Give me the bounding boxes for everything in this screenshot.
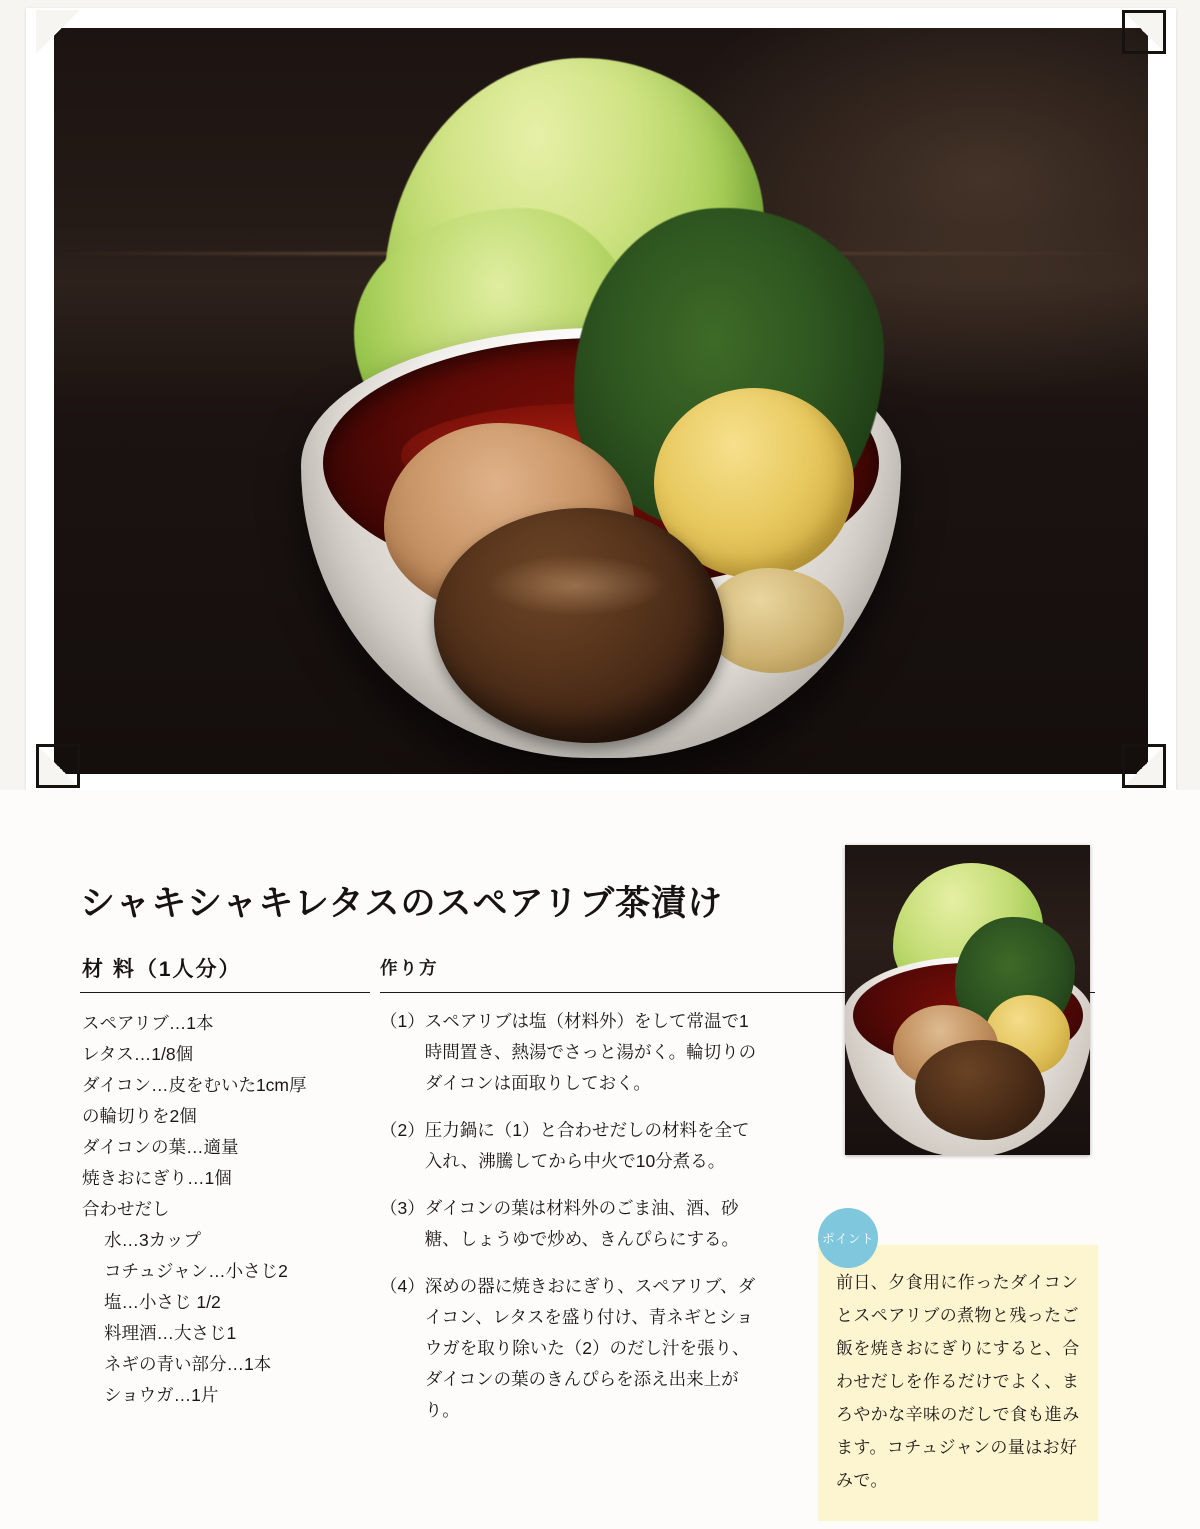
method-step <box>380 1115 760 1177</box>
photo-corner-top-right <box>1122 10 1166 54</box>
hero-photo-frame <box>26 8 1176 790</box>
hero-photo <box>54 28 1148 774</box>
point-badge: ポイント <box>818 1208 878 1268</box>
method-step-text: スペアリブは塩（材料外）をして常温で1時間置き、熱湯でさっと湯がく。輪切りのダイコンは面取りしておく。 <box>424 1011 757 1093</box>
method-step-number: （3） <box>380 1198 425 1218</box>
method-step-text: 深めの器に焼きおにぎり、スペアリブ、ダイコン、レタスを盛り付け、青ネギとショウガを取り除いた（2）のだし汁を張り、ダイコンの葉のきんぴらを添え出来上がり。 <box>424 1276 756 1420</box>
method-step-number: （1） <box>380 1011 425 1031</box>
method-steps-list <box>380 1006 760 1442</box>
ingredient-item: レタス…1/8個 <box>82 1044 194 1064</box>
method-step <box>380 1193 760 1255</box>
method-step-number: （2） <box>380 1120 425 1140</box>
ingredients-list <box>82 1008 382 1411</box>
ingredient-item: 水…3カップ <box>104 1230 202 1250</box>
ingredient-item: の輪切りを2個 <box>82 1106 197 1126</box>
divider-ingredients <box>80 992 370 993</box>
point-text: 前日、夕食用に作ったダイコンとスペアリブの煮物と残ったご飯を焼きおにぎりにすると、合わせだしを作るだけでよく、まろやかな辛味のだしで食も進みます。コチュジャンの量はお好みで。 <box>836 1273 1080 1490</box>
photo-corner-bottom-left <box>36 744 80 788</box>
method-step-number: （4） <box>380 1276 425 1296</box>
photo-corner-top-left <box>36 10 80 54</box>
ingredient-item: ダイコン…皮をむいた1cm厚 <box>82 1075 307 1095</box>
daikon-round-secondary <box>704 568 844 673</box>
ingredient-item: コチュジャン…小さじ2 <box>104 1261 288 1281</box>
ingredients-heading: 材 料（1人分） <box>82 958 242 981</box>
ingredient-item: ネギの青い部分…1本 <box>104 1354 272 1374</box>
recipe-section <box>0 790 1200 1529</box>
method-step-text: ダイコンの葉は材料外のごま油、酒、砂糖、しょうゆで炒め、きんぴらにする。 <box>424 1198 740 1249</box>
method-step-text: 圧力鍋に（1）と合わせだしの材料を全て入れ、沸騰してから中火で10分煮る。 <box>424 1120 750 1171</box>
page-title: シャキシャキレタスのスペアリブ茶漬け <box>80 884 724 923</box>
ingredient-item: 焼きおにぎり…1個 <box>82 1168 232 1188</box>
ingredient-item: 塩…小さじ 1/2 <box>104 1292 221 1312</box>
method-step <box>380 1006 760 1099</box>
ingredient-item: ダイコンの葉…適量 <box>82 1137 239 1157</box>
photo-corner-bottom-right <box>1122 744 1166 788</box>
ingredient-item: ショウガ…1片 <box>104 1385 219 1405</box>
method-step <box>380 1271 760 1426</box>
ingredient-item: 合わせだし <box>82 1199 170 1219</box>
method-heading: 作り方 <box>380 958 439 978</box>
ingredient-item: スペアリブ…1本 <box>82 1013 214 1033</box>
ingredient-item: 料理酒…大さじ1 <box>104 1323 237 1343</box>
recipe-thumbnail-photo <box>845 845 1090 1155</box>
